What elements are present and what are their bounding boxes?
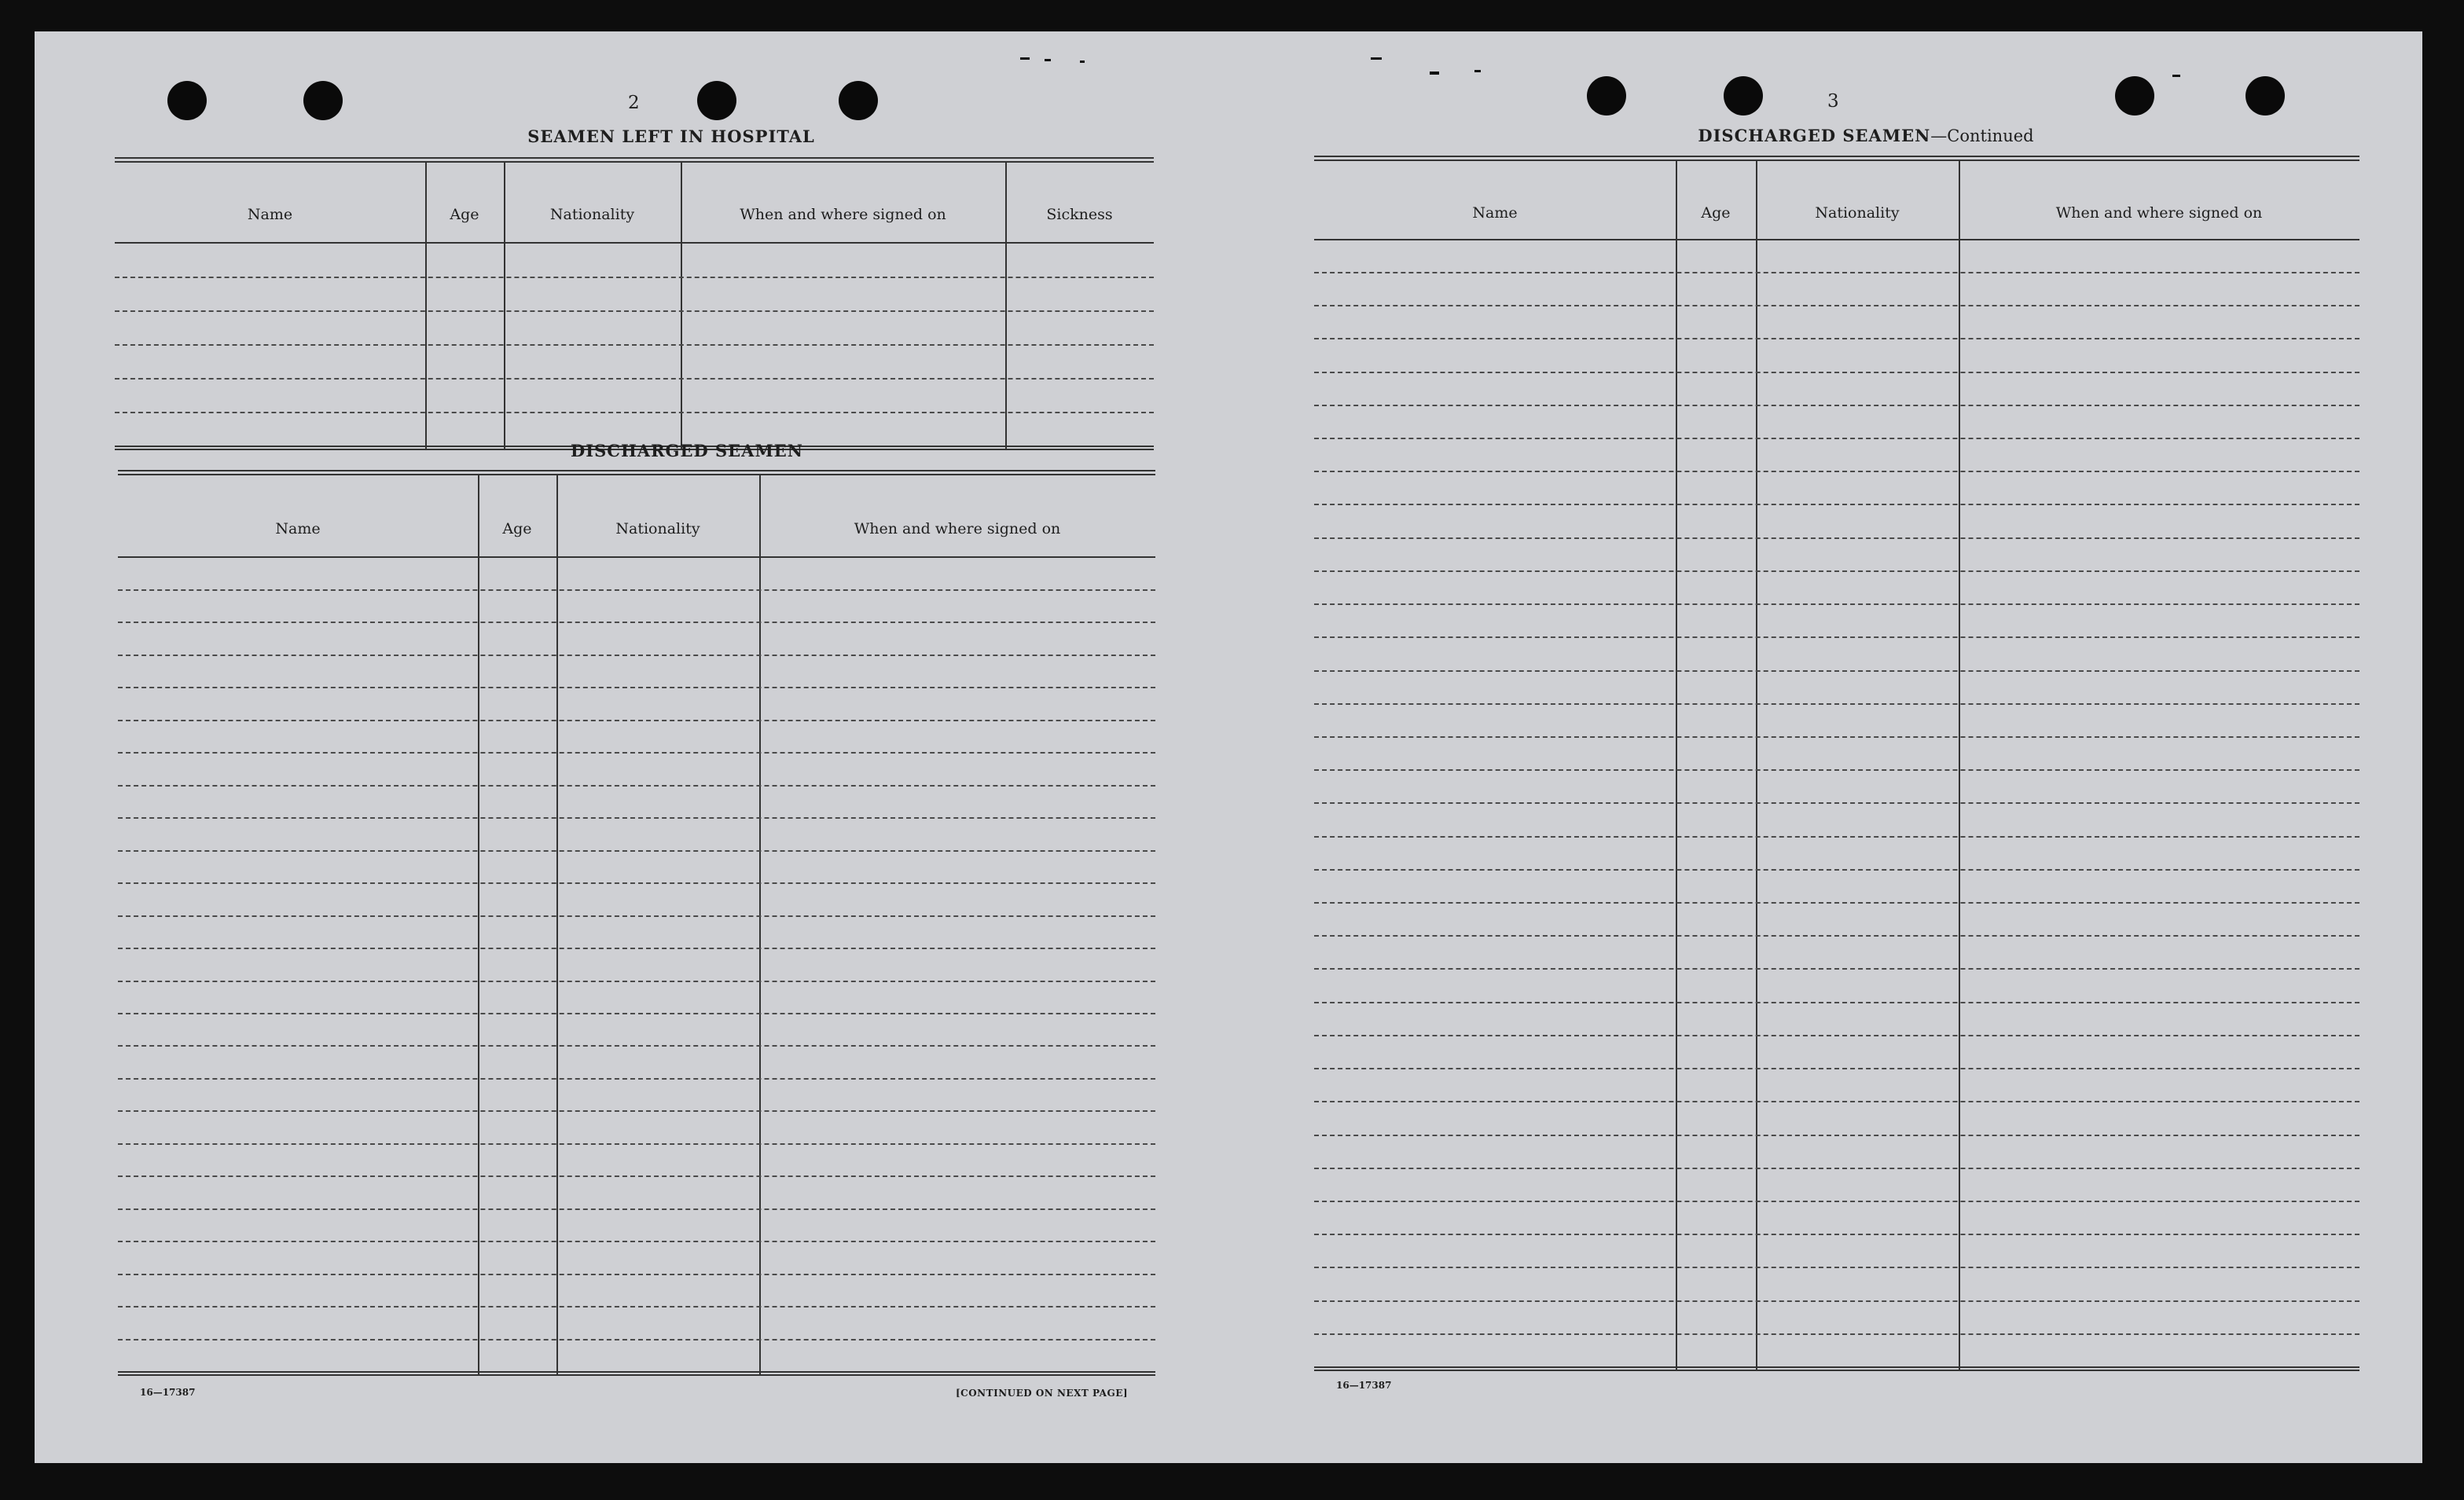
column-header-age: Age <box>502 520 532 537</box>
punch-hole <box>2246 76 2285 116</box>
row-rule <box>118 981 1155 982</box>
form-number-right: 16—17387 <box>1336 1380 1392 1391</box>
row-rule <box>118 1013 1155 1014</box>
table-bottom-rule <box>1314 1366 2359 1371</box>
punch-hole <box>167 81 207 120</box>
row-rule <box>118 882 1155 884</box>
row-rule <box>1314 1068 2359 1069</box>
column-divider <box>556 475 558 1374</box>
punch-hole <box>1724 76 1763 116</box>
row-rule <box>118 850 1155 852</box>
row-rule <box>118 1208 1155 1210</box>
table-top-rule <box>118 470 1155 475</box>
table-bottom-rule <box>118 1371 1155 1376</box>
row-rule <box>1314 769 2359 771</box>
header-rule <box>115 242 1154 244</box>
column-header-signed-on: When and where signed on <box>740 206 946 223</box>
discharged-section-title-left: DISCHARGED SEAMEN <box>571 441 803 460</box>
row-rule <box>118 1045 1155 1047</box>
table-top-rule <box>115 157 1154 163</box>
punch-hole <box>2115 76 2154 116</box>
row-rule <box>118 1274 1155 1275</box>
row-rule <box>118 687 1155 688</box>
row-rule <box>1314 1135 2359 1136</box>
header-rule <box>118 556 1155 558</box>
row-rule <box>1314 1234 2359 1235</box>
hospital-table <box>115 157 1154 456</box>
row-rule <box>1314 372 2359 373</box>
row-rule <box>1314 504 2359 505</box>
column-header-signed-on: When and where signed on <box>854 520 1061 537</box>
row-rule <box>1314 1002 2359 1003</box>
column-header-nationality: Nationality <box>615 520 700 537</box>
row-rule <box>118 589 1155 591</box>
row-rule <box>1314 570 2359 572</box>
row-rule <box>115 378 1154 380</box>
row-rule <box>118 1339 1155 1340</box>
column-divider <box>1005 163 1007 449</box>
row-rule <box>1314 537 2359 539</box>
row-rule <box>1314 405 2359 406</box>
row-rule <box>1314 603 2359 605</box>
row-rule <box>118 655 1155 656</box>
column-header-age: Age <box>1701 204 1731 222</box>
column-header-signed-on: When and where signed on <box>2055 204 2263 222</box>
row-rule <box>1314 802 2359 804</box>
row-rule <box>1314 272 2359 273</box>
column-header-nationality: Nationality <box>1815 204 1900 222</box>
column-divider <box>1676 161 1677 1370</box>
row-rule <box>1314 338 2359 339</box>
title-main: DISCHARGED SEAMEN <box>1698 126 1931 145</box>
row-rule <box>1314 968 2359 970</box>
column-header-name: Name <box>247 206 293 223</box>
punch-hole <box>1587 76 1626 116</box>
punch-hole <box>839 81 878 120</box>
column-header-name: Name <box>1472 204 1518 222</box>
row-rule <box>118 915 1155 917</box>
row-rule <box>118 1241 1155 1242</box>
header-rule <box>1314 239 2359 240</box>
column-divider <box>425 163 427 449</box>
row-rule <box>1314 1201 2359 1202</box>
row-rule <box>1314 1168 2359 1169</box>
column-header-age: Age <box>450 206 479 223</box>
row-rule <box>1314 305 2359 306</box>
row-rule <box>118 752 1155 754</box>
row-rule <box>1314 1333 2359 1335</box>
column-divider <box>504 163 505 449</box>
row-rule <box>118 1110 1155 1112</box>
row-rule <box>118 622 1155 623</box>
scan-speck <box>1020 57 1030 60</box>
row-rule <box>1314 670 2359 672</box>
scan-speck <box>1371 57 1382 60</box>
scan-speck <box>1045 59 1051 61</box>
discharged-section-title-right <box>1316 126 2416 145</box>
row-rule <box>118 1143 1155 1145</box>
continued-note: [CONTINUED ON NEXT PAGE] <box>956 1388 1129 1399</box>
scan-speck <box>1080 61 1085 63</box>
scan-speck <box>1474 70 1481 72</box>
column-divider <box>681 163 682 449</box>
row-rule <box>1314 902 2359 904</box>
column-header-name: Name <box>275 520 321 537</box>
row-rule <box>118 1306 1155 1307</box>
page-number-left: 2 <box>628 93 640 113</box>
column-divider <box>478 475 479 1374</box>
row-rule <box>118 1175 1155 1177</box>
table-top-rule <box>1314 156 2359 161</box>
punch-hole <box>697 81 736 120</box>
row-rule <box>115 277 1154 278</box>
title-continued: —Continued <box>1930 127 2034 145</box>
row-rule <box>1314 935 2359 937</box>
column-divider <box>759 475 761 1374</box>
row-rule <box>118 948 1155 949</box>
row-rule <box>1314 1267 2359 1268</box>
row-rule <box>118 720 1155 721</box>
row-rule <box>118 817 1155 819</box>
row-rule <box>1314 471 2359 472</box>
row-rule <box>1314 703 2359 705</box>
scan-speck <box>1430 72 1439 75</box>
punch-hole <box>303 81 343 120</box>
column-divider <box>1959 161 1960 1370</box>
discharged-table-left <box>118 470 1155 1381</box>
form-number-left: 16—17387 <box>140 1387 196 1398</box>
scan-speck <box>2172 75 2180 77</box>
row-rule <box>1314 836 2359 838</box>
column-header-sickness: Sickness <box>1046 206 1113 223</box>
row-rule <box>118 785 1155 787</box>
row-rule <box>1314 438 2359 439</box>
row-rule <box>1314 1300 2359 1302</box>
page-number-right: 3 <box>1827 91 1839 112</box>
row-rule <box>1314 869 2359 871</box>
row-rule <box>115 310 1154 312</box>
row-rule <box>115 344 1154 346</box>
row-rule <box>1314 736 2359 738</box>
row-rule <box>1314 1101 2359 1102</box>
discharged-table-right <box>1314 156 2359 1373</box>
column-divider <box>1756 161 1757 1370</box>
row-rule <box>1314 636 2359 638</box>
row-rule <box>118 1078 1155 1080</box>
row-rule <box>115 412 1154 413</box>
column-header-nationality: Nationality <box>549 206 635 223</box>
document-sheet <box>35 31 2422 1463</box>
row-rule <box>1314 1035 2359 1036</box>
hospital-section-title: SEAMEN LEFT IN HOSPITAL <box>527 127 815 146</box>
